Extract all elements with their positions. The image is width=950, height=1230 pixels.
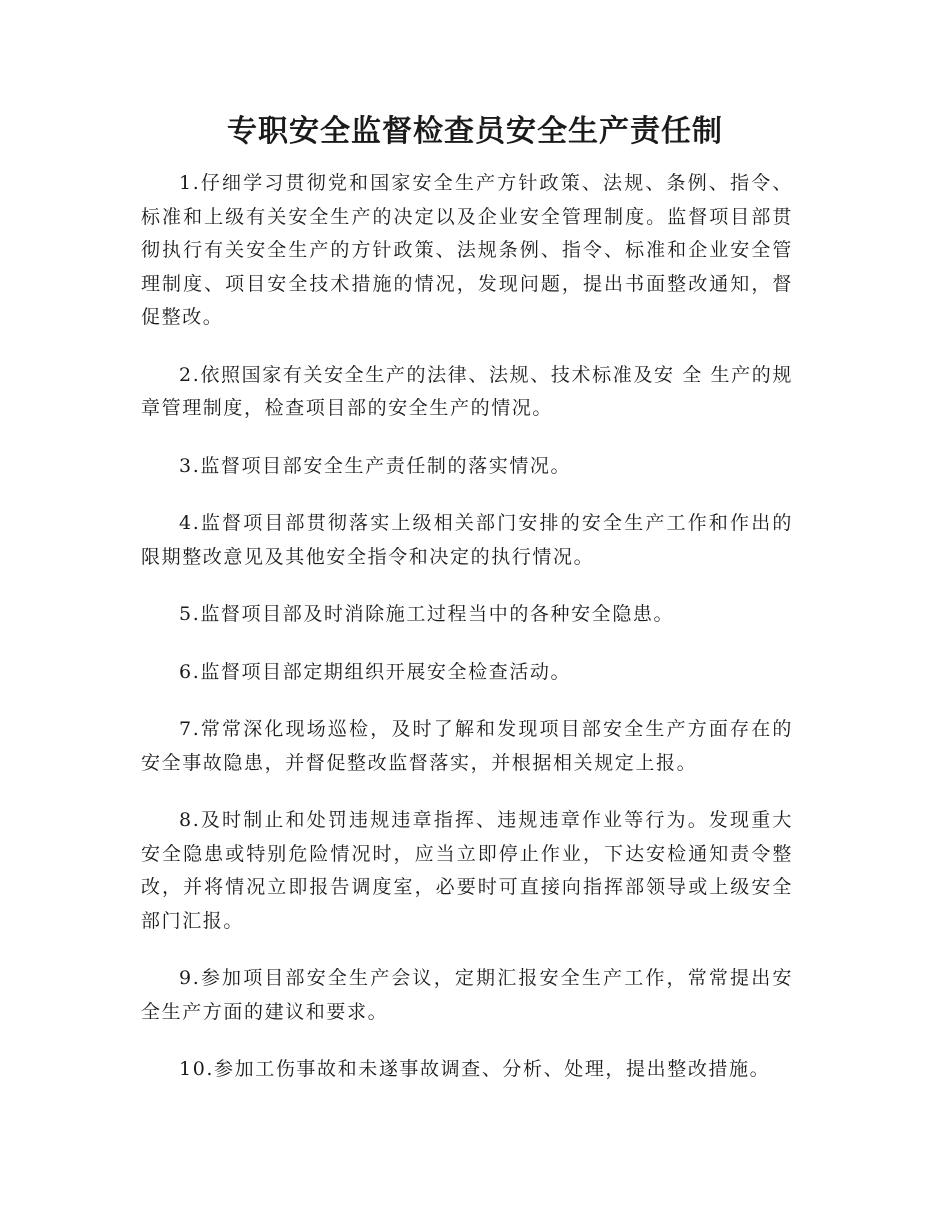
paragraph-9: 9.参加项目部安全生产会议，定期汇报安全生产工作，常常提出安全生产方面的建议和要求。 (141, 967, 793, 1023)
paragraph-3: 3.监督项目部安全生产责任制的落实情况。 (179, 454, 572, 477)
paragraph-8: 8.及时制止和处罚违规违章指挥、违规违章作业等行为。发现重大安全隐患或特别危险情况时，应当立即停止作业，下达安检通知责令整改，并将情况立即报告调度室，必要时可直接向指挥部领导或上级安全部门汇报。 (141, 809, 793, 932)
paragraph-5: 5.监督项目部及时消除施工过程当中的各种安全隐患。 (179, 603, 675, 625)
paragraph-1: 1.仔细学习贯彻党和国家安全生产方针政策、法规、条例、指令、标准和上级有关安全生产的决定以及企业安全管理制度。监督项目部贯彻执行有关安全生产的方针政策、法规条例、指令、标准和企业安全管理制度、项目安全技术措施的情况，发现问题，提出书面整改通知，督促整改。 (141, 172, 793, 328)
paragraph-6: 6.监督项目部定期组织开展安全检查活动。 (179, 660, 572, 683)
paragraph-10: 10.参加工伤事故和未遂事故调查、分析、处理，提出整改措施。 (179, 1058, 771, 1080)
document-title: 专职安全监督检查员安全生产责任制 (227, 114, 723, 149)
paragraph-7: 7.常常深化现场巡检，及时了解和发现项目部安全生产方面存在的安全事故隐患，并督促整改监督落实，并根据相关规定上报。 (141, 718, 793, 774)
document-body (141, 167, 793, 1111)
paragraph-4: 4.监督项目部贯彻落实上级相关部门安排的安全生产工作和作出的限期整改意见及其他安全指令和决定的执行情况。 (141, 512, 793, 568)
paragraph-2: 2.依照国家有关安全生产的法律、法规、技术标准及安 全 生产的规章管理制度，检查项目部的安全生产的情况。 (141, 363, 793, 419)
